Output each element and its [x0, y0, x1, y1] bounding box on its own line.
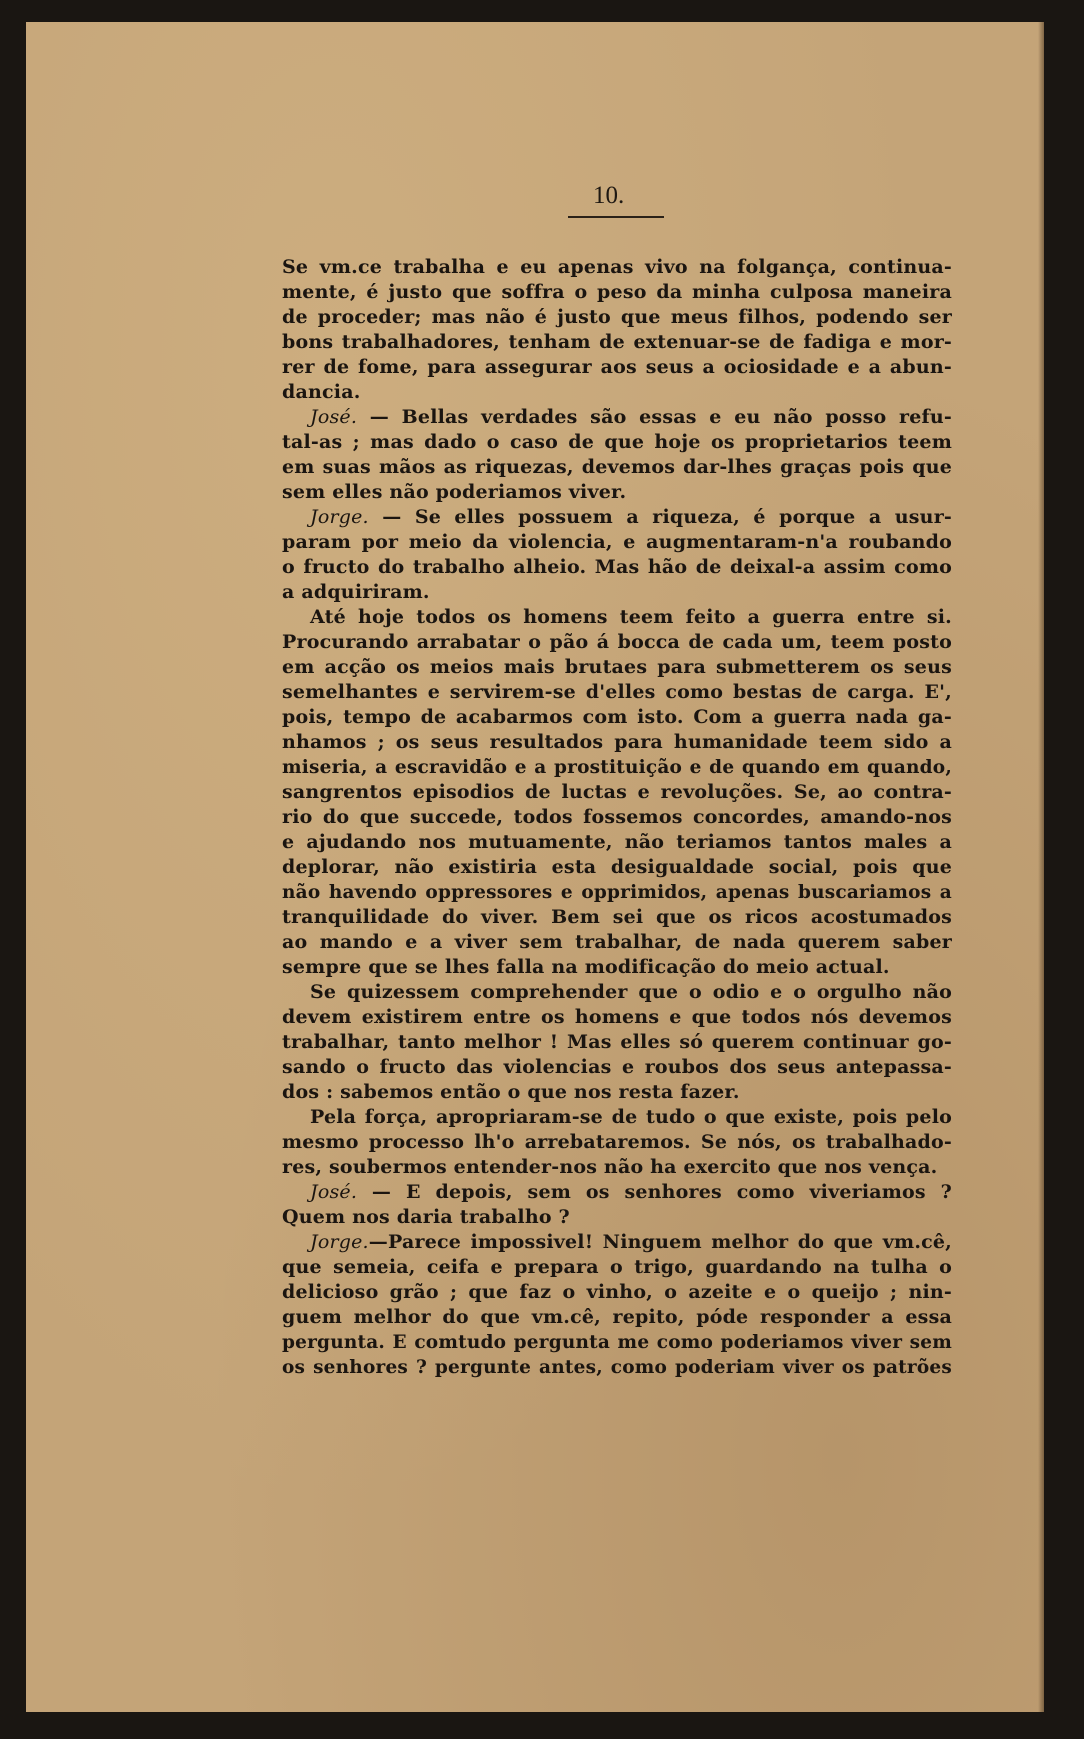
page-edge-shadow: [1038, 22, 1044, 1712]
line-text: dos : sabemos então o que nos resta fazer.: [282, 1081, 740, 1103]
line-text: trabalhar, tanto melhor ! Mas elles só querem continuar go-: [282, 1031, 952, 1053]
text-line: [282, 280, 952, 305]
line-text: Quem nos daria trabalho ?: [282, 1206, 570, 1228]
text-line: [282, 830, 952, 855]
line-text: sem elles não poderiamos viver.: [282, 481, 627, 503]
line-text: em suas mãos as riquezas, devemos dar-lhes graças pois que: [282, 456, 952, 478]
text-line: [282, 1130, 952, 1155]
line-text: — Se elles possuem a riqueza, é porque a usur-: [368, 506, 952, 528]
text-line: [282, 480, 952, 505]
speaker-name: Jorge.: [310, 1231, 369, 1253]
line-text: Pela força, apropriaram-se de tudo o que existe, pois pelo: [310, 1106, 952, 1128]
text-line: [282, 330, 952, 355]
text-line: [282, 1255, 952, 1280]
line-text: pergunta. E comtudo pergunta me como poderiamos viver sem: [282, 1332, 952, 1353]
line-text: Se vm.ce trabalha e eu apenas vivo na folgança, continua-: [282, 256, 952, 278]
text-line: [282, 1330, 952, 1355]
text-line: [282, 580, 952, 605]
line-text: dancia.: [282, 381, 361, 403]
line-text: — E depois, sem os senhores como viveriamos ?: [357, 1181, 952, 1203]
text-line: [282, 630, 952, 655]
text-line: [282, 880, 952, 905]
text-line: [282, 1230, 952, 1255]
line-text: Se quizessem comprehender que o odio e o orgulho não: [310, 981, 952, 1003]
text-line: [282, 1105, 952, 1130]
text-line: [282, 1030, 952, 1055]
text-line: [282, 1180, 952, 1205]
text-line: [282, 1355, 952, 1380]
text-line: [282, 530, 952, 555]
line-text: tranquilidade do viver. Bem sei que os ricos acostumados: [282, 906, 952, 928]
text-line: [282, 705, 952, 730]
line-text: não havendo oppressores e opprimidos, apenas buscariamos a: [282, 882, 952, 903]
line-text: rer de fome, para assegurar aos seus a ociosidade e a abun-: [282, 356, 952, 378]
text-line: [282, 755, 952, 780]
line-text: bons trabalhadores, tenham de extenuar-se de fadiga e mor-: [282, 331, 952, 353]
line-text: — Bellas verdades são essas e eu não posso refu-: [357, 406, 952, 428]
line-text: mesmo processo lh'o arrebataremos. Se nós, os trabalhado-: [282, 1131, 952, 1153]
text-line: [282, 1280, 952, 1305]
line-text: sangrentos episodios de luctas e revoluções. Se, ao contra-: [282, 781, 952, 803]
line-text: devem existirem entre os homens e que todos nós devemos: [282, 1006, 952, 1028]
speaker-name: José.: [310, 1181, 358, 1203]
line-text: tal-as ; mas dado o caso de que hoje os proprietarios teem: [282, 431, 952, 453]
line-text: os senhores ? pergunte antes, como poderiam viver os patrões: [282, 1357, 952, 1378]
text-line: [282, 255, 952, 280]
text-line: [282, 1205, 952, 1230]
line-text: o fructo do trabalho alheio. Mas hão de deixal-a assim como: [282, 556, 952, 578]
speaker-name: Jorge.: [310, 506, 369, 528]
text-line: [282, 355, 952, 380]
text-line: [282, 930, 952, 955]
text-line: [282, 1305, 952, 1330]
text-line: [282, 805, 952, 830]
text-line: [282, 1155, 952, 1180]
line-text: em acção os meios mais brutaes para submetterem os seus: [282, 656, 952, 678]
line-text: semelhantes e servirem-se d'elles como bestas de carga. E',: [282, 681, 952, 703]
page-number: 10.: [593, 182, 625, 209]
scanned-page: [26, 22, 1044, 1712]
text-line: [282, 680, 952, 705]
line-text: a adquiriram.: [282, 581, 430, 603]
line-text: delicioso grão ; que faz o vinho, o azeite e o queijo ; nin-: [282, 1281, 952, 1303]
body-text: [282, 255, 952, 1380]
line-text: nhamos ; os seus resultados para humanidade teem sido a: [282, 731, 952, 753]
text-line: [282, 655, 952, 680]
line-text: param por meio da violencia, e augmentaram-n'a roubando: [282, 531, 952, 553]
line-text: ao mando e a viver sem trabalhar, de nada querem saber: [282, 931, 952, 953]
page-number-rule: [568, 216, 664, 218]
text-line: [282, 405, 952, 430]
text-line: [282, 305, 952, 330]
text-line: [282, 980, 952, 1005]
line-text: Até hoje todos os homens teem feito a guerra entre si.: [310, 606, 952, 628]
text-line: [282, 430, 952, 455]
text-line: [282, 380, 952, 405]
speaker-name: José.: [310, 406, 358, 428]
line-text: que semeia, ceifa e prepara o trigo, guardando na tulha o: [282, 1256, 952, 1278]
line-text: deplorar, não existiria esta desigualdade social, pois que: [282, 856, 952, 878]
line-text: sempre que se lhes falla na modificação do meio actual.: [282, 956, 890, 978]
text-line: [282, 730, 952, 755]
text-line: [282, 780, 952, 805]
line-text: guem melhor do que vm.cê, repito, póde responder a essa: [282, 1306, 952, 1328]
text-line: [282, 555, 952, 580]
line-text: de proceder; mas não é justo que meus filhos, podendo ser: [282, 306, 952, 328]
line-text: mente, é justo que soffra o peso da minha culposa maneira: [282, 281, 952, 303]
text-line: [282, 1080, 952, 1105]
line-text: miseria, a escravidão e a prostituição e de quando em quando,: [282, 757, 952, 778]
text-line: [282, 605, 952, 630]
line-text: Procurando arrabatar o pão á bocca de cada um, teem posto: [282, 631, 952, 653]
text-line: [282, 955, 952, 980]
text-line: [282, 1055, 952, 1080]
line-text: res, soubermos entender-nos não ha exercito que nos vença.: [282, 1156, 938, 1178]
text-line: [282, 1005, 952, 1030]
text-line: [282, 455, 952, 480]
line-text: pois, tempo de acabarmos com isto. Com a guerra nada ga-: [282, 706, 952, 728]
text-line: [282, 905, 952, 930]
line-text: —Parece impossivel! Ninguem melhor do que vm.cê,: [368, 1231, 952, 1253]
text-line: [282, 505, 952, 530]
line-text: sando o fructo das violencias e roubos dos seus antepassa-: [282, 1056, 952, 1078]
line-text: e ajudando nos mutuamente, não teriamos tantos males a: [282, 831, 952, 853]
text-line: [282, 855, 952, 880]
line-text: rio do que succede, todos fossemos concordes, amando-nos: [282, 806, 952, 828]
